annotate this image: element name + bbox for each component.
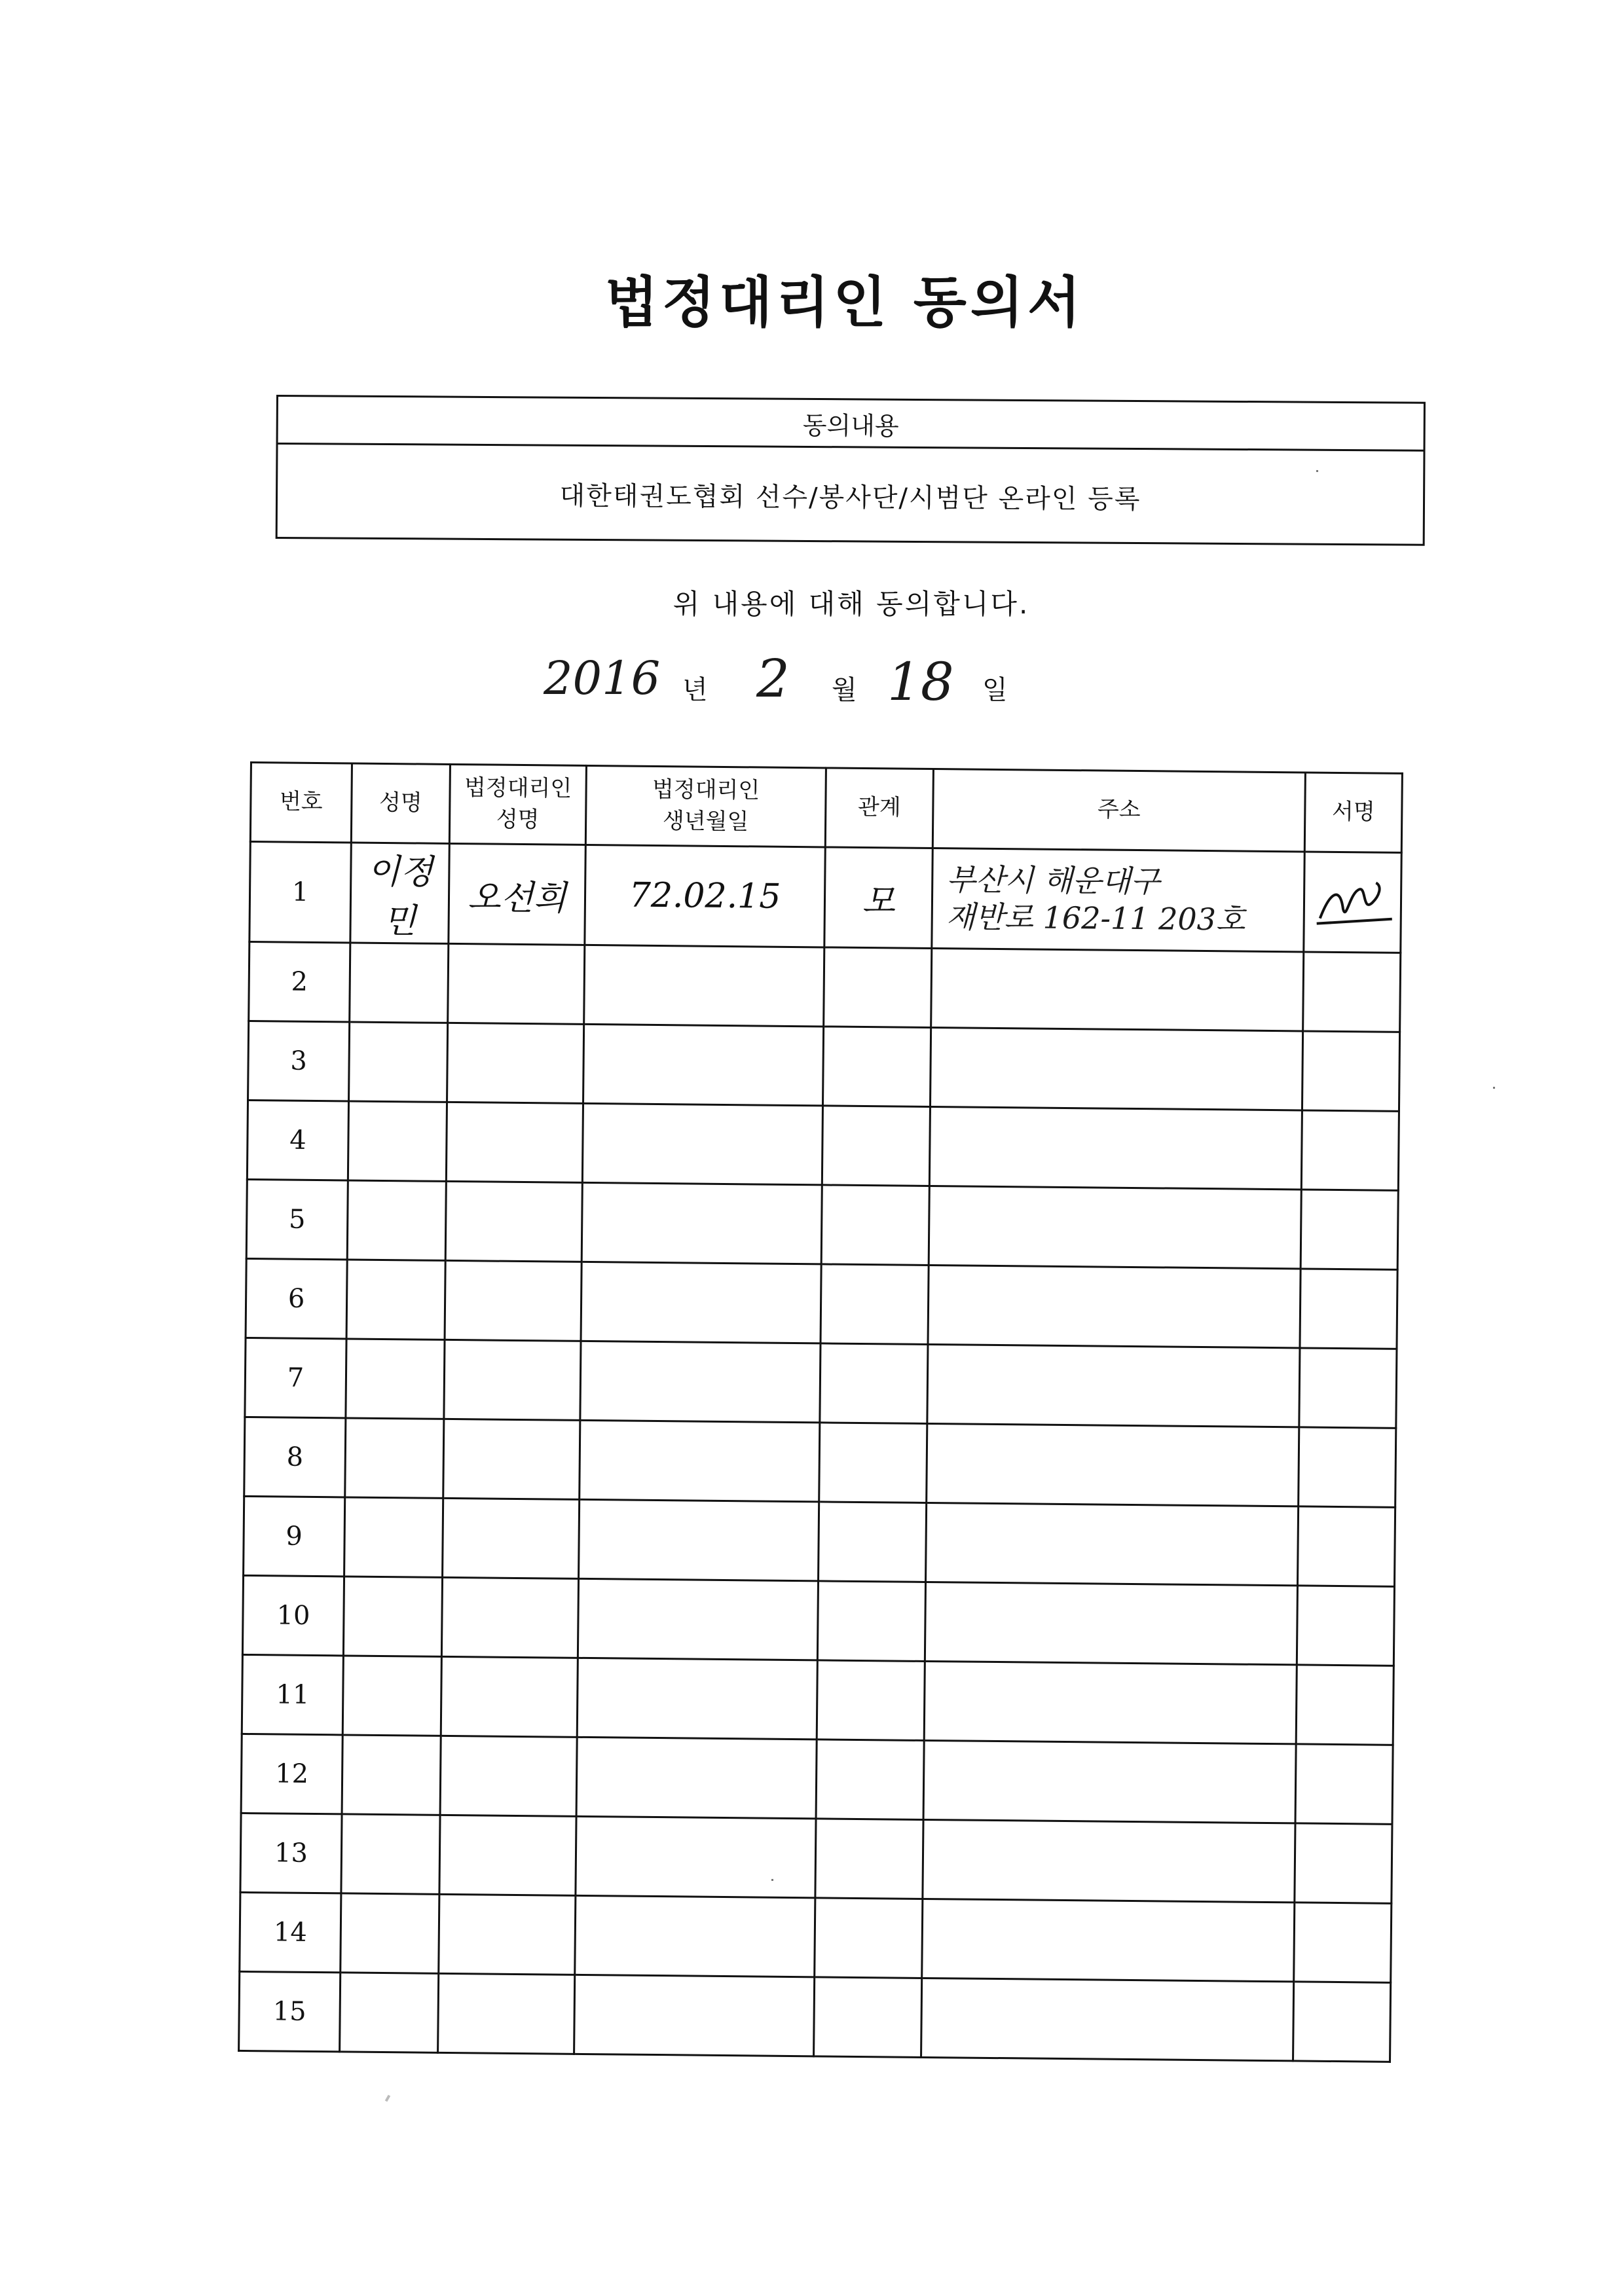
cell-relation: [815, 1819, 923, 1899]
header-number: 번호: [250, 763, 352, 843]
cell-guardian-name: [441, 1656, 578, 1737]
cell-signature: [1299, 1427, 1396, 1507]
date-day-label: 일: [982, 675, 1008, 705]
cell-name: [341, 1814, 440, 1894]
table-header-row: [250, 763, 1402, 853]
cell-address: [929, 1106, 1302, 1189]
cell-name: [343, 1576, 442, 1656]
cell-relation: 모: [824, 847, 932, 949]
cell-name: [346, 1260, 445, 1339]
cell-relation: [814, 1977, 922, 2058]
cell-signature: [1293, 1982, 1391, 2062]
cell-relation: [819, 1502, 927, 1582]
header-relation: 관계: [825, 768, 933, 848]
cell-guardian-name: [440, 1736, 577, 1816]
consent-body: 대한태권도협회 선수/봉사단/시범단 온라인 등록: [559, 481, 1141, 515]
table-row: [249, 942, 1401, 1032]
cell-guardian-birth: [584, 945, 824, 1027]
cell-address: [921, 1978, 1294, 2060]
address-line-1: 부산시 해운대구: [946, 861, 1160, 899]
cell-guardian-name: 오선희: [449, 843, 585, 945]
cell-address: [923, 1740, 1296, 1823]
cell-name: [344, 1497, 443, 1577]
agree-statement: 위 내용에 대해 동의합니다.: [673, 588, 1030, 620]
cell-name: [346, 1339, 445, 1419]
scan-speck: [1316, 470, 1318, 472]
cell-signature: [1296, 1665, 1393, 1745]
scan-speck: [1493, 1087, 1495, 1089]
cell-address: [923, 1819, 1295, 1902]
table-row: [242, 1654, 1393, 1745]
date-month-label: 월: [832, 675, 857, 705]
header-guardian-name: 법정대리인 성명: [449, 764, 586, 845]
cell-address: [928, 1265, 1301, 1347]
header-guardian-birth: 법정대리인 생년월일: [585, 765, 826, 847]
cell-address: [929, 1186, 1301, 1268]
cell-number: 4: [247, 1100, 348, 1180]
date-year-label: 년: [682, 675, 708, 705]
cell-address: [926, 1503, 1299, 1585]
cell-signature: [1302, 1031, 1399, 1111]
cell-name: [342, 1656, 441, 1736]
cell-address: [927, 1344, 1300, 1427]
cell-address: [927, 1423, 1299, 1506]
cell-guardian-birth: [580, 1341, 821, 1423]
date-line: [544, 648, 1067, 720]
cell-relation: [815, 1898, 923, 1978]
document-title: 법정대리인 동의서: [604, 270, 1085, 335]
cell-address: [932, 848, 1304, 952]
cell-guardian-name: [441, 1577, 578, 1658]
cell-guardian-birth: [582, 1103, 822, 1185]
cell-guardian-birth: [577, 1658, 817, 1740]
cell-number: 2: [249, 942, 350, 1022]
cell-relation: [816, 1740, 924, 1820]
cell-relation: [822, 1106, 930, 1186]
cell-number: 15: [239, 1971, 341, 2051]
cell-number: 7: [245, 1338, 346, 1417]
cell-signature: [1301, 1110, 1399, 1190]
cell-guardian-birth: [578, 1578, 818, 1660]
cell-guardian-name: [447, 1023, 584, 1103]
cell-name: [345, 1418, 444, 1498]
cell-number: 11: [242, 1654, 343, 1734]
cell-relation: [821, 1185, 929, 1266]
table-row: [249, 842, 1401, 953]
cell-relation: [819, 1423, 927, 1503]
cell-signature: [1295, 1744, 1393, 1824]
cell-guardian-birth: [574, 1975, 815, 2056]
cell-guardian-name: [444, 1339, 581, 1420]
table-row: [239, 1971, 1391, 2062]
cell-signature: [1303, 952, 1401, 1032]
cell-signature: [1297, 1506, 1395, 1586]
cell-name: [350, 943, 449, 1023]
cell-number: 5: [246, 1179, 348, 1259]
scan-speck: [771, 1879, 773, 1881]
cell-number: 14: [240, 1892, 341, 1972]
cell-name: [348, 1101, 447, 1181]
cell-name: [340, 1973, 439, 2052]
cell-number: 1: [249, 842, 351, 943]
table-row: [246, 1179, 1398, 1269]
table-row: [245, 1338, 1397, 1428]
cell-address: [922, 1899, 1295, 1981]
cell-guardian-name: [438, 1973, 575, 2054]
cell-number: 13: [240, 1813, 342, 1893]
consent-box: [276, 395, 1426, 546]
date-day: 18: [887, 651, 954, 712]
consent-header: 동의내용: [278, 397, 1424, 452]
cell-number: 12: [241, 1734, 342, 1813]
cell-address: [925, 1582, 1297, 1664]
cell-relation: [824, 947, 932, 1028]
cell-signature: [1299, 1348, 1397, 1428]
cell-name: [341, 1893, 439, 1973]
cell-guardian-name: [443, 1498, 580, 1578]
cell-signature: [1295, 1823, 1392, 1903]
cell-guardian-birth: [581, 1182, 822, 1264]
cell-guardian-name: [443, 1419, 580, 1499]
cell-number: 3: [248, 1021, 350, 1101]
cell-address: [931, 949, 1304, 1031]
cell-name: [347, 1180, 446, 1260]
cell-relation: [817, 1660, 925, 1741]
cell-guardian-birth: [579, 1499, 819, 1581]
cell-name: [342, 1735, 441, 1815]
header-name: 성명: [351, 763, 450, 843]
registration-table-wrap: [238, 761, 1428, 2036]
cell-signature: [1297, 1586, 1394, 1666]
table-row: [241, 1734, 1393, 1824]
cell-guardian-name: [446, 1102, 583, 1182]
header-signature: 서명: [1304, 773, 1402, 852]
table-row: [244, 1496, 1395, 1586]
cell-signature: [1300, 1269, 1397, 1349]
cell-guardian-birth: [576, 1816, 816, 1898]
table-row: [240, 1892, 1392, 1982]
cell-guardian-birth: [580, 1420, 820, 1502]
table-row: [244, 1417, 1396, 1507]
cell-guardian-birth: [583, 1024, 824, 1106]
cell-relation: [821, 1264, 929, 1345]
cell-name: [349, 1022, 448, 1102]
cell-address: [924, 1661, 1297, 1743]
header-address: 주소: [932, 769, 1305, 852]
cell-signature: [1301, 1190, 1398, 1269]
cell-number: 9: [244, 1496, 345, 1576]
cell-guardian-name: [439, 1815, 576, 1895]
cell-address: [930, 1027, 1302, 1110]
cell-relation: [817, 1581, 925, 1662]
address-line-2: 재반로 162-11 203호: [946, 899, 1246, 938]
cell-guardian-birth: [581, 1262, 821, 1343]
cell-guardian-birth: 72.02.15: [585, 845, 825, 947]
date-year: 2016: [544, 651, 661, 705]
cell-number: 10: [242, 1575, 344, 1655]
table-row: [246, 1258, 1397, 1349]
cell-guardian-name: [445, 1181, 582, 1262]
cell-guardian-name: [439, 1894, 576, 1975]
cell-relation: [820, 1343, 928, 1424]
cell-guardian-name: [445, 1260, 581, 1341]
cell-guardian-birth: [575, 1895, 815, 1977]
cell-signature: [1294, 1903, 1392, 1982]
table-row: [242, 1575, 1394, 1666]
table-row: [247, 1100, 1399, 1190]
cell-number: 6: [246, 1258, 347, 1338]
signature-mark: [1304, 852, 1401, 953]
scan-speck: [385, 2095, 390, 2102]
cell-name: 이정민: [350, 843, 449, 943]
cell-number: 8: [244, 1417, 346, 1497]
registration-table: [238, 761, 1403, 2063]
cell-guardian-birth: [576, 1737, 817, 1819]
table-row: [248, 1021, 1400, 1111]
cell-guardian-name: [448, 943, 585, 1024]
table-row: [240, 1813, 1392, 1903]
date-month: 2: [756, 648, 790, 709]
cell-relation: [822, 1027, 931, 1107]
